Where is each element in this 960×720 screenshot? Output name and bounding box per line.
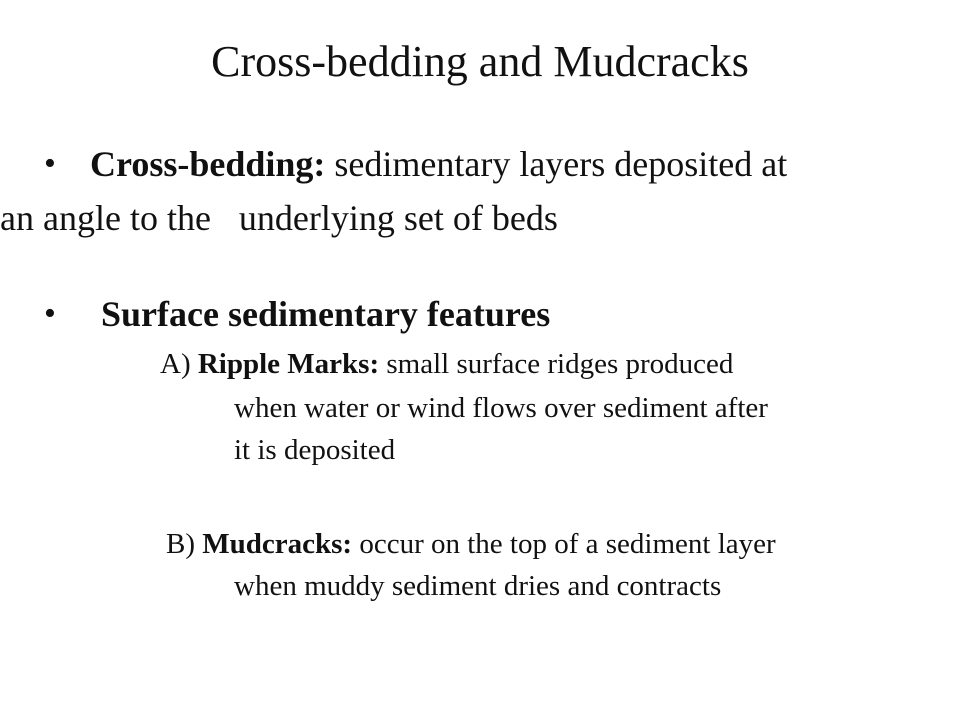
ripple-marks-line-2: when water or wind flows over sediment after xyxy=(234,392,768,424)
surface-features-heading: Surface sedimentary features xyxy=(101,294,551,334)
cross-bedding-term: Cross-bedding: xyxy=(90,144,326,184)
mudcracks-line-1 xyxy=(166,526,776,562)
cross-bedding-line-2 xyxy=(0,196,558,240)
ripple-marks-line-1 xyxy=(160,346,733,382)
bullet-icon: • xyxy=(44,145,56,182)
cross-bedding-definition-2b: underlying set of beds xyxy=(238,198,558,238)
mudcracks-marker: B) xyxy=(166,528,203,560)
mudcracks-line-2: when muddy sediment dries and contracts xyxy=(234,570,722,602)
mudcracks-definition-1: occur on the top of a sediment layer xyxy=(352,528,776,560)
ripple-marks-marker: A) xyxy=(160,348,198,380)
ripple-marks-definition-1: small surface ridges produced xyxy=(379,348,734,380)
cross-bedding-definition-1: sedimentary layers deposited at xyxy=(325,144,788,184)
slide-title: Cross-bedding and Mudcracks xyxy=(211,37,749,86)
ripple-marks-line-3: it is deposited xyxy=(234,434,396,466)
cross-bedding-line-1 xyxy=(90,142,787,186)
cross-bedding-definition-2a: an angle to the xyxy=(0,198,211,238)
ripple-marks-term: Ripple Marks: xyxy=(197,348,380,380)
mudcracks-term: Mudcracks: xyxy=(202,528,353,560)
bullet-icon: • xyxy=(44,295,56,332)
